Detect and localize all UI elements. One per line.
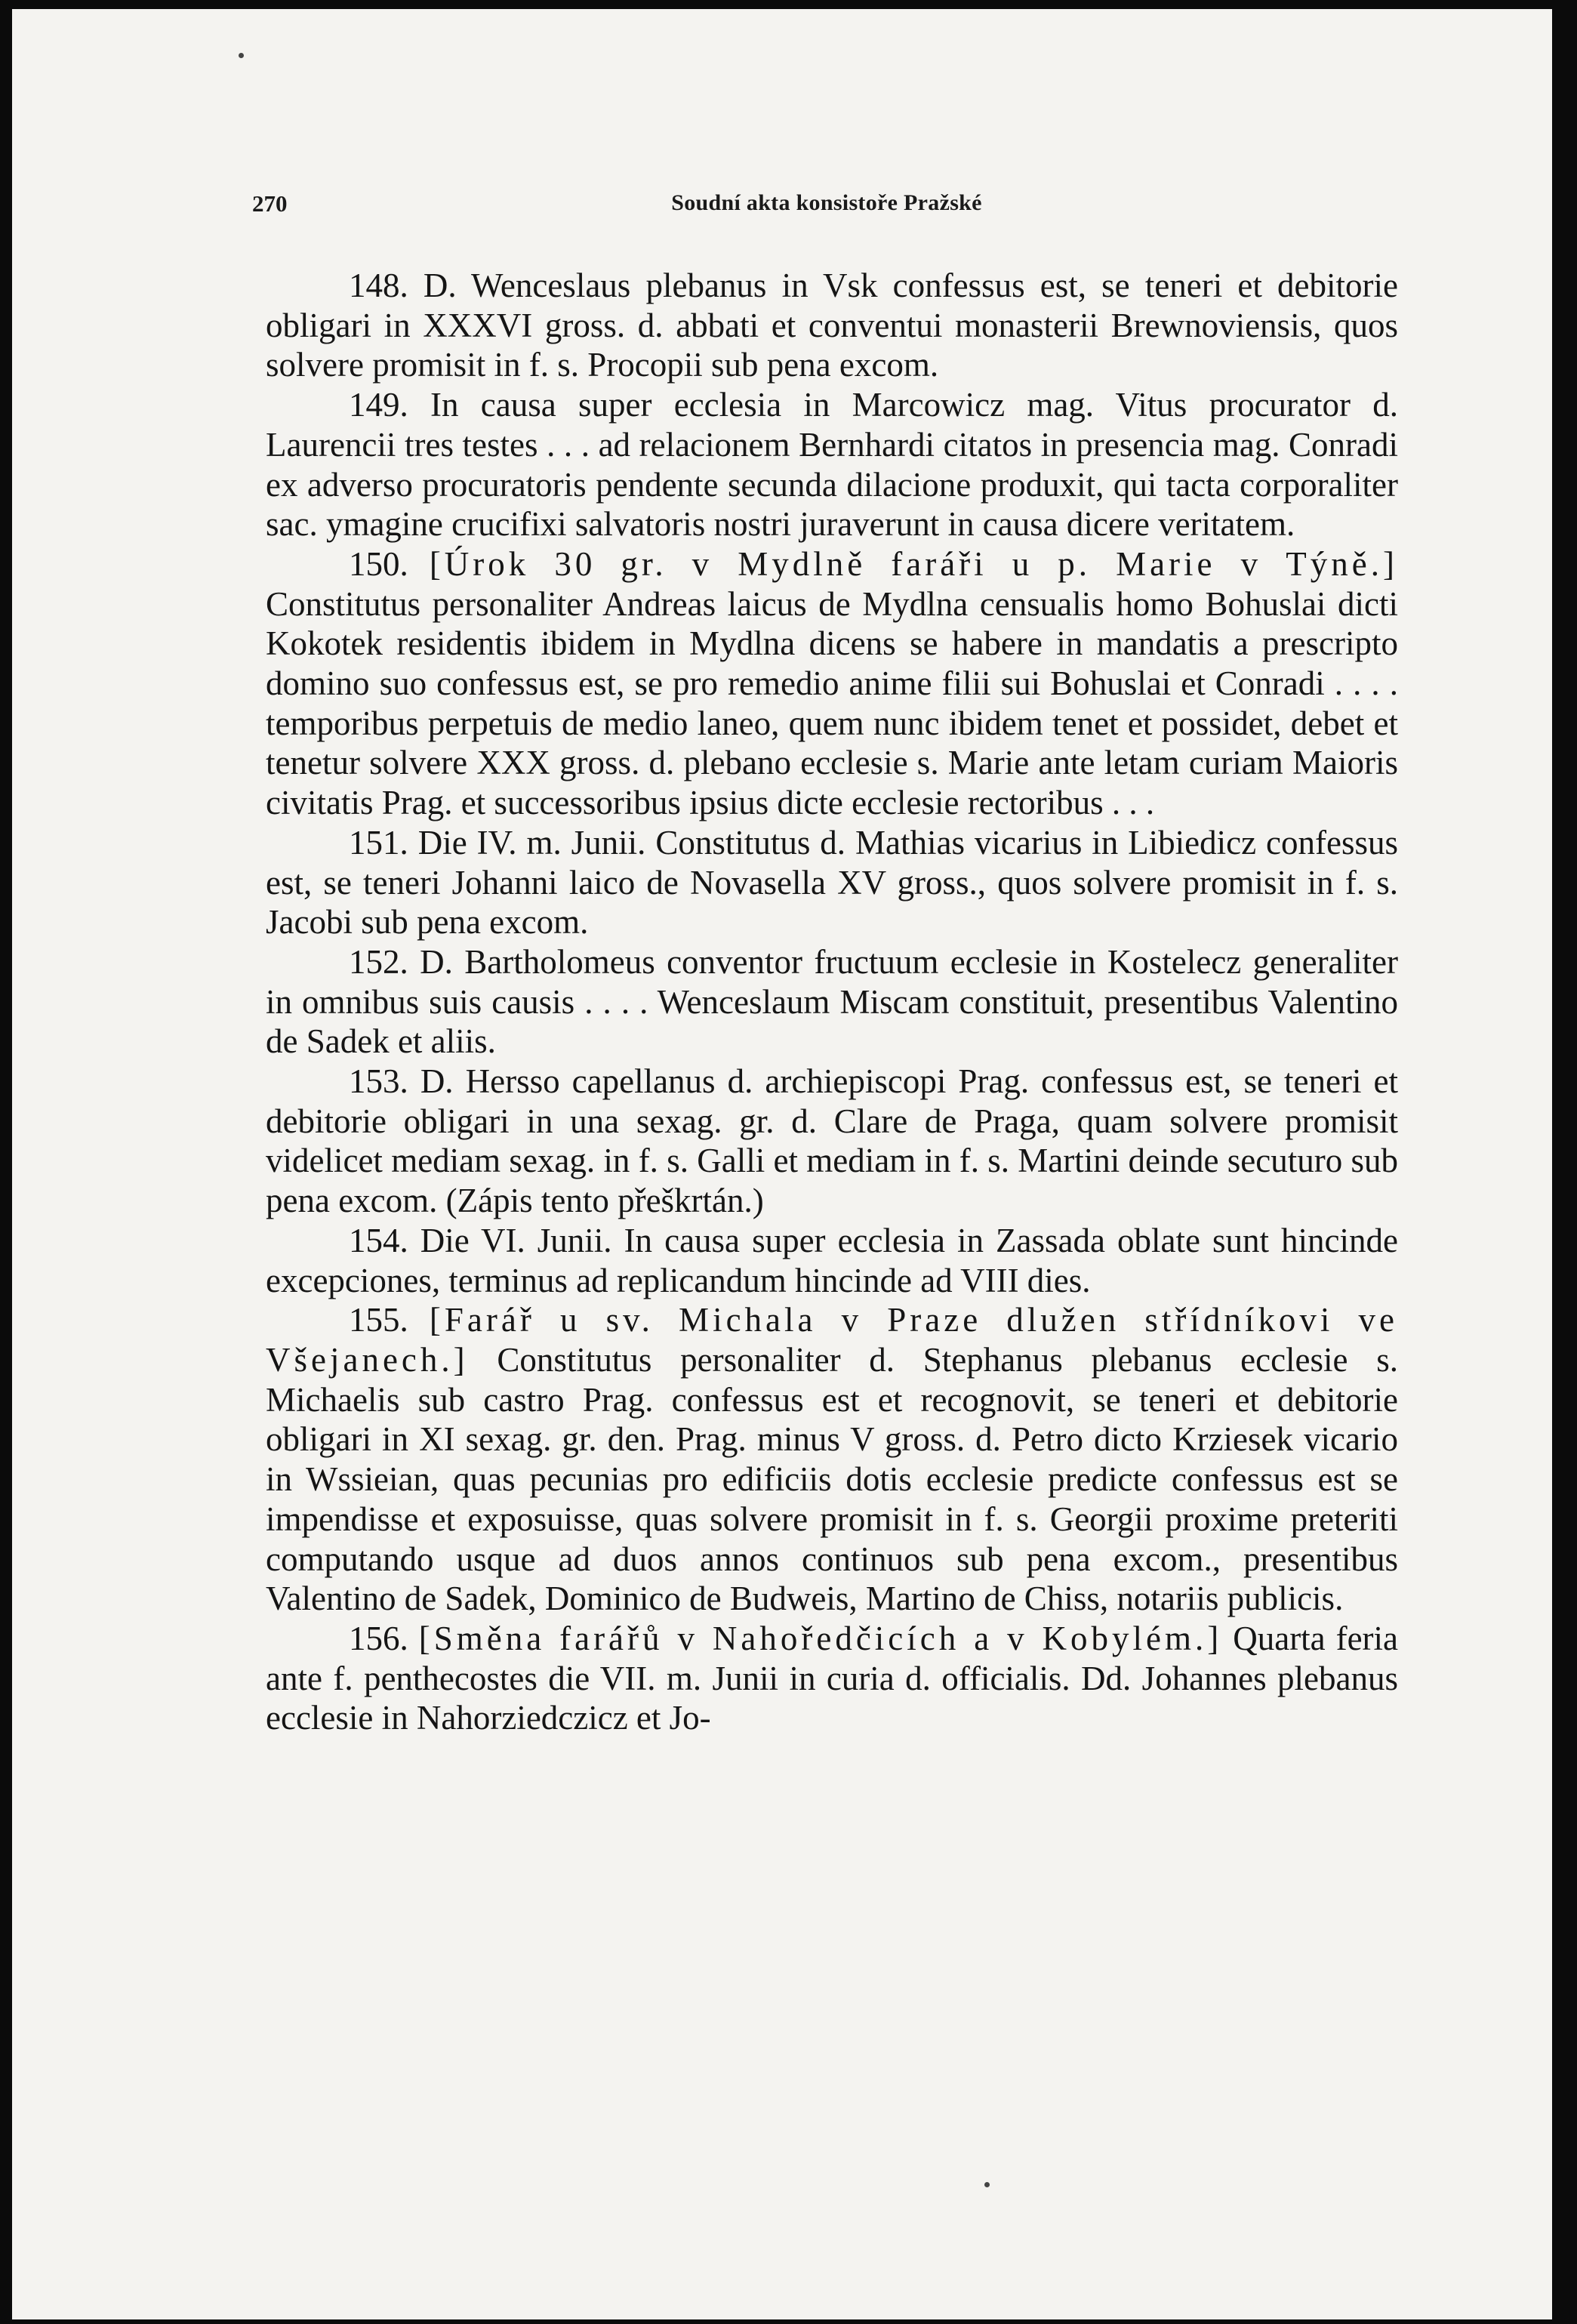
- entry-note: [Farář u sv. Michala v Praze dlužen střídníkovi ve Všejanech.]: [266, 1301, 1398, 1379]
- entry-number: 149.: [349, 386, 408, 424]
- entry-148: [266, 266, 1398, 385]
- entry-text: D. Bartholomeus conventor fructuum ecclesie in Kostelecz generaliter in omnibus suis causis . . . . Wenceslaum Miscam constituit, presentibus Valentino de Sadek et aliis.: [266, 942, 1398, 1061]
- entry-150: [266, 544, 1398, 823]
- scan-speck: [239, 53, 244, 58]
- entry-text: Quarta feria ante f. penthecostes die VII. m. Junii in curia d. officialis. Dd. Johannes plebanus ecclesie in Nahorziedczicz et Jo-: [266, 1619, 1399, 1737]
- book-page: [12, 9, 1552, 2319]
- entry-number: 152.: [349, 942, 408, 981]
- body-text: [266, 266, 1398, 1738]
- entry-text: Die VI. Junii. In causa super ecclesia in Zassada oblate sunt hincinde excepciones, terminus ad replicandum hincinde ad VIII dies.: [266, 1221, 1398, 1299]
- entry-number: 148.: [349, 267, 408, 304]
- entry-152: [266, 942, 1398, 1062]
- entry-text: D. Hersso capellanus d. archiepiscopi Prag. confessus est, se teneri et debitorie obligari in una sexag. gr. d. Clare de Praga, quam solvere promisit videlicet mediam sexag. in f. s. Galli et mediam in f. s. Martini deinde secuturo sub pena excom. (Zápis tento přeškrtán.): [266, 1062, 1399, 1220]
- entry-155: [266, 1300, 1398, 1619]
- scan-speck: [984, 2182, 990, 2187]
- entry-151: [266, 823, 1398, 942]
- entry-text: Constitutus personaliter Andreas laicus de Mydlna censualis homo Bohuslai dicti Kokotek residentis ibidem in Mydlna dicens se habere in mandatis a prescripto domino suo confessus est, se pro remedio anime filii sui Bohuslai et Conradi . . . . temporibus perpetuis de medio laneo, quem nunc ibidem tenet et possidet, debet et tenetur solvere XXX gross. d. plebano ecclesie s. Marie ante letam curiam Maioris civitatis Prag. et successoribus ipsius dicte ecclesie rectoribus . . .: [266, 584, 1398, 822]
- entry-number: 153.: [349, 1062, 408, 1101]
- entry-number: 156.: [349, 1619, 408, 1657]
- entry-text: In causa super ecclesia in Marcowicz mag. Vitus procurator d. Laurencii tres testes . . . ad relacionem Bernhardi citatos in presencia mag. Conradi ex adverso procuratoris pendente secunda dilacione produxit, qui tacta corporaliter sac. ymagine crucifixi salvatoris nostri juraverunt in causa dicere veritatem.: [266, 386, 1399, 544]
- entry-number: 154.: [349, 1221, 408, 1259]
- page-header: [252, 190, 1401, 220]
- entry-149: [266, 385, 1398, 544]
- entry-156: [266, 1619, 1398, 1738]
- entry-text: Constitutus personaliter d. Stephanus plebanus ecclesie s. Michaelis sub castro Prag. confessus est et recognovit, se teneri et debitorie obligari in XI sexag. gr. den. Prag. minus V gross. d. Petro dicto Krziesek vicario in Wssieian, quas pecunias pro edificiis dotis ecclesie predicte confessus est se impendisse et exposuisse, quas solvere promisit in f. s. Georgii proxime preteriti computando usque ad duos annos continuos sub pena excom., presentibus Valentino de Sadek, Dominico de Budweis, Martino de Chiss, notariis publicis.: [266, 1340, 1399, 1618]
- entry-text: Die IV. m. Junii. Constitutus d. Mathias vicarius in Libiedicz confessus est, se teneri Johanni laico de Novasella XV gross., quos solvere promisit in f. s. Jacobi sub pena excom.: [266, 823, 1398, 942]
- entry-text: D. Wenceslaus plebanus in Vsk confessus est, se teneri et debitorie obligari in XXXVI gross. d. abbati et conventui monasterii Brewnoviensis, quos solvere promisit in f. s. Procopii sub pena excom.: [266, 267, 1398, 384]
- entry-number: 150.: [349, 544, 408, 583]
- entry-154: [266, 1221, 1398, 1300]
- entry-note: [Směna farářů v Nahoředčicích a v Kobylém.]: [418, 1619, 1223, 1657]
- entry-153: [266, 1062, 1398, 1221]
- entry-number: 155.: [349, 1301, 408, 1339]
- running-title: Soudní akta konsistoře Pražské: [671, 190, 982, 215]
- page-number: 270: [252, 190, 288, 217]
- entry-note: [Úrok 30 gr. v Mydlně faráři u p. Marie v Týně.]: [429, 544, 1399, 583]
- entry-number: 151.: [349, 823, 408, 861]
